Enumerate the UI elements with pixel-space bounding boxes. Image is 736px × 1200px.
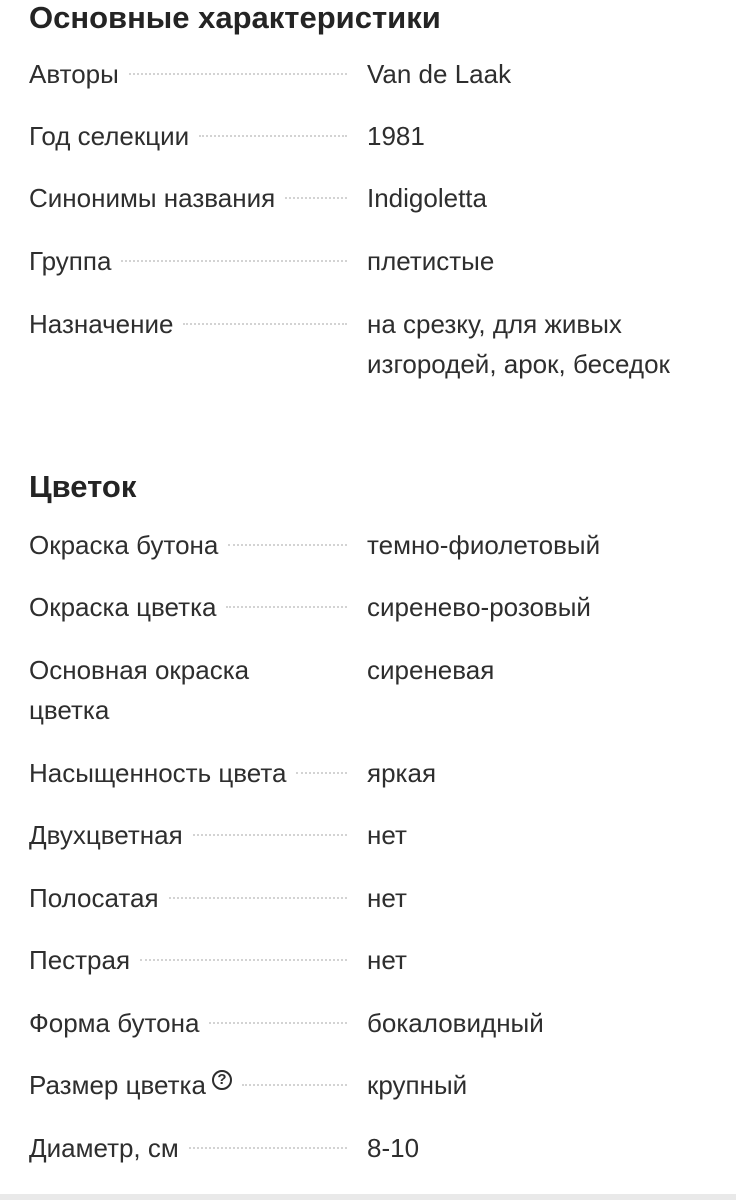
- spec-value: сиреневая: [367, 655, 495, 685]
- spec-value: Indigoletta: [367, 183, 487, 213]
- spec-label: Полосатая: [29, 883, 159, 913]
- spec-label: Размер цветка: [29, 1070, 206, 1100]
- spec-label-cell: [29, 1065, 347, 1105]
- spec-label-cell: [29, 1128, 347, 1168]
- spec-label-cell: [29, 525, 347, 565]
- spec-label-cell: [29, 878, 347, 918]
- question-circle-icon[interactable]: ?: [212, 1070, 232, 1090]
- spec-value: нет: [367, 883, 407, 913]
- spec-value: крупный: [367, 1070, 468, 1100]
- spec-label-with-help: [29, 1065, 242, 1105]
- dotted-leader: [183, 323, 347, 325]
- bottom-divider: [0, 1194, 736, 1200]
- spec-value: Van de Laak: [367, 59, 512, 89]
- spec-value: темно-фиолетовый: [367, 530, 601, 560]
- spec-label-cell: [29, 587, 347, 627]
- dotted-leader: [228, 544, 347, 546]
- dotted-leader: [242, 1084, 347, 1086]
- spec-label: Насыщенность цвета: [29, 758, 287, 788]
- section-title-main-characteristics: Основные характеристики: [29, 0, 441, 35]
- dotted-leader: [209, 1022, 347, 1024]
- spec-label: Группа: [29, 246, 112, 276]
- dotted-leader: [121, 260, 347, 262]
- spec-label-cell: [29, 178, 347, 218]
- spec-label-cell: [29, 815, 347, 855]
- dotted-leader: [199, 135, 347, 137]
- section-title-flower: Цветок: [29, 469, 137, 504]
- spec-value: на срезку, для живых изгородей, арок, беседок: [367, 309, 670, 379]
- spec-value: нет: [367, 945, 407, 975]
- dotted-leader: [226, 606, 347, 608]
- spec-label-cell: [29, 753, 347, 793]
- dotted-leader: [193, 834, 347, 836]
- spec-label-cell: [29, 241, 347, 281]
- spec-label-cell: [29, 650, 347, 730]
- spec-label: Окраска бутона: [29, 530, 219, 560]
- spec-value: 1981: [367, 121, 425, 151]
- spec-label: Назначение: [29, 309, 174, 339]
- spec-label: Основная окраска цветка: [29, 655, 250, 725]
- dotted-leader: [129, 73, 347, 75]
- spec-label-cell: [29, 116, 347, 156]
- spec-label: Форма бутона: [29, 1008, 200, 1038]
- dotted-leader: [296, 772, 347, 774]
- spec-value: 8-10: [367, 1133, 420, 1163]
- dotted-leader: [285, 197, 347, 199]
- spec-value: нет: [367, 820, 407, 850]
- spec-label: Окраска цветка: [29, 592, 217, 622]
- spec-label: Двухцветная: [29, 820, 183, 850]
- spec-label-cell: [29, 940, 347, 980]
- spec-label: Диаметр, см: [29, 1133, 179, 1163]
- spec-label: Год селекции: [29, 121, 190, 151]
- spec-label: Авторы: [29, 59, 119, 89]
- spec-label-cell: [29, 54, 347, 94]
- spec-label-cell: [29, 1003, 347, 1043]
- spec-value: бокаловидный: [367, 1008, 544, 1038]
- spec-value: сиреневo-розовый: [367, 592, 591, 622]
- spec-value: яркая: [367, 758, 437, 788]
- dotted-leader: [169, 897, 347, 899]
- spec-label: Синонимы названия: [29, 183, 276, 213]
- dotted-leader: [140, 959, 347, 961]
- dotted-leader: [189, 1147, 347, 1149]
- spec-label: Пестрая: [29, 945, 131, 975]
- spec-label-cell: [29, 304, 347, 344]
- spec-value: плетистые: [367, 246, 495, 276]
